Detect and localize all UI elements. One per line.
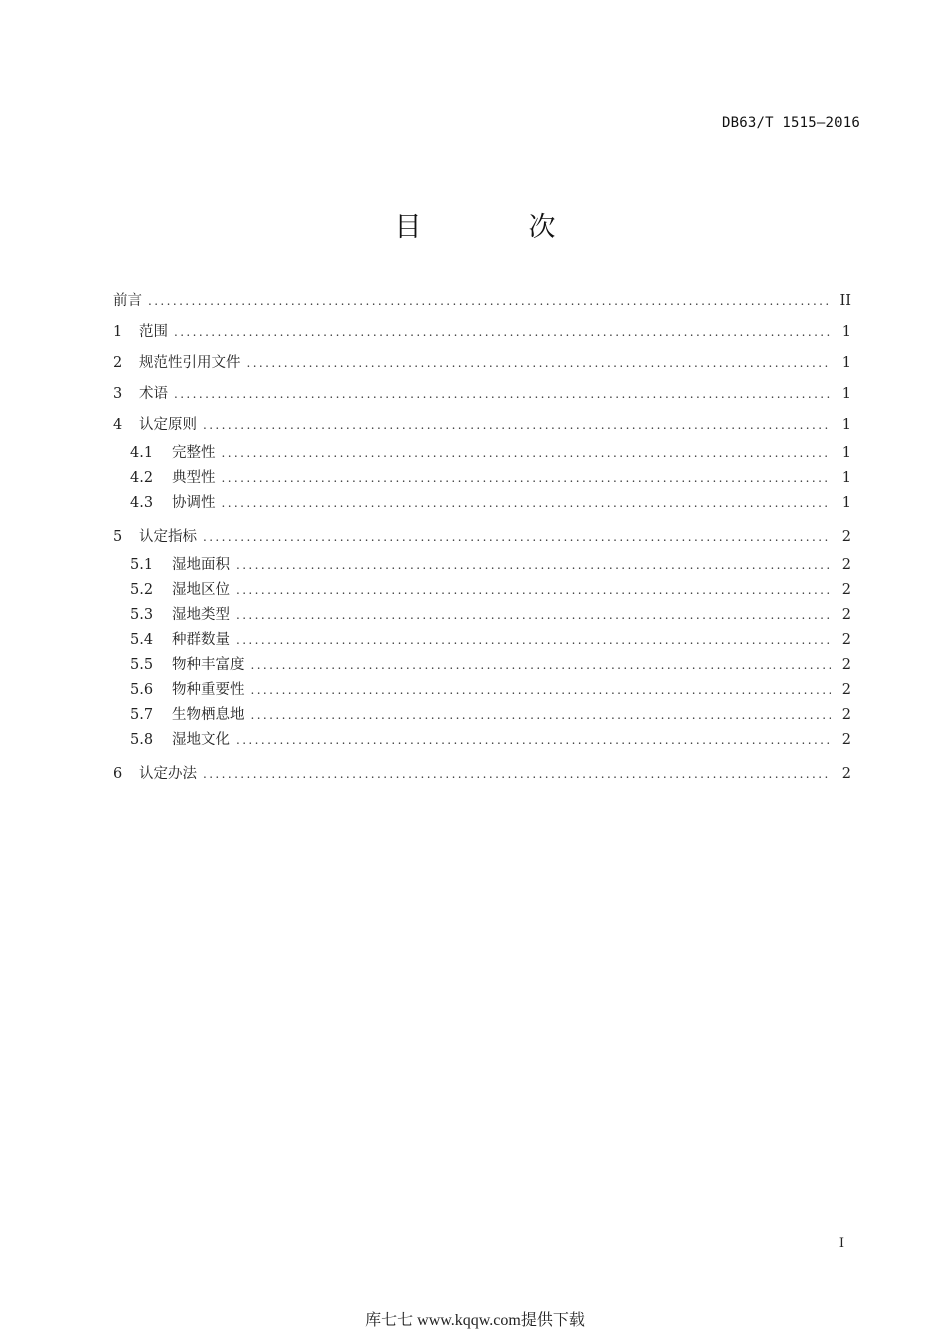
toc-dot-leader xyxy=(222,466,832,491)
toc-entry-label: 完整性 xyxy=(172,445,216,461)
toc-dot-leader xyxy=(222,441,832,466)
toc-entry-number: 5.4 xyxy=(130,632,154,648)
toc-subentry[interactable] xyxy=(113,441,851,466)
toc-subentry[interactable] xyxy=(113,553,851,578)
toc-entry-page: 1 xyxy=(841,445,851,461)
toc-entry-label: 规范性引用文件 xyxy=(139,355,241,371)
toc-dot-leader xyxy=(236,603,831,628)
page-title: 目 次 xyxy=(394,212,596,243)
document-code: DB63/T 1515—2016 xyxy=(721,115,860,131)
toc-entry-page: 2 xyxy=(841,682,851,698)
toc-entry-page: 1 xyxy=(841,417,851,433)
toc-subentry[interactable] xyxy=(113,678,851,703)
toc-entry-number: 5.2 xyxy=(130,582,154,598)
toc-entry-number: 5.6 xyxy=(130,682,154,698)
toc-dot-leader xyxy=(236,578,831,603)
toc-entry-page: 2 xyxy=(841,707,851,723)
toc-entry-page: 1 xyxy=(841,355,851,371)
toc-entry-page: 2 xyxy=(841,582,851,598)
toc-dot-leader xyxy=(236,553,831,578)
toc-entry-number: 5.3 xyxy=(130,607,154,623)
toc-entry-number: 4.3 xyxy=(130,495,154,511)
toc-entry-label: 湿地区位 xyxy=(172,582,230,598)
toc-entry-page: 2 xyxy=(841,557,851,573)
toc-entry-label: 认定指标 xyxy=(139,529,197,545)
toc-entry-page: 1 xyxy=(841,470,851,486)
toc-entry-page: 2 xyxy=(841,657,851,673)
toc-entry[interactable] xyxy=(113,522,851,553)
toc-subentry[interactable] xyxy=(113,703,851,728)
toc-entry[interactable] xyxy=(113,410,851,441)
toc-subentry[interactable] xyxy=(113,491,851,516)
toc-entry-label: 种群数量 xyxy=(172,632,230,648)
toc-subentry[interactable] xyxy=(113,466,851,491)
toc-dot-leader xyxy=(203,522,831,553)
toc-entry-page: 1 xyxy=(841,495,851,511)
toc-entry-label: 术语 xyxy=(139,386,168,402)
toc-entry-label: 认定办法 xyxy=(139,766,197,782)
toc-entry-number: 3 xyxy=(113,386,123,402)
toc-entry[interactable] xyxy=(113,317,851,348)
toc-entry[interactable] xyxy=(113,348,851,379)
toc-dot-leader xyxy=(203,410,831,441)
toc-entry[interactable] xyxy=(113,759,851,790)
toc-entry-label: 范围 xyxy=(139,324,168,340)
toc-entry-number: 5.1 xyxy=(130,557,154,573)
toc-dot-leader xyxy=(203,759,831,790)
toc-entry-label: 协调性 xyxy=(172,495,216,511)
toc-entry-page: II xyxy=(839,293,851,309)
toc-entry-label: 认定原则 xyxy=(139,417,197,433)
toc-entry-label: 湿地文化 xyxy=(172,732,230,748)
page-number: I xyxy=(838,1236,844,1251)
toc-entry[interactable] xyxy=(113,286,851,317)
toc-dot-leader xyxy=(174,317,831,348)
toc-entry-number: 4.1 xyxy=(130,445,154,461)
toc-entry-number: 5.8 xyxy=(130,732,154,748)
toc-entry-page: 2 xyxy=(841,732,851,748)
toc-dot-leader xyxy=(222,491,832,516)
toc-dot-leader xyxy=(236,728,831,753)
toc-entry-page: 1 xyxy=(841,386,851,402)
toc-entry-number: 4 xyxy=(113,417,123,433)
toc-dot-leader xyxy=(174,379,831,410)
toc-dot-leader xyxy=(247,348,832,379)
toc-dot-leader xyxy=(148,286,831,317)
toc-dot-leader xyxy=(251,653,832,678)
toc-entry-page: 2 xyxy=(841,632,851,648)
download-watermark: 库七七 www.kqqw.com提供下载 xyxy=(365,1312,585,1329)
table-of-contents xyxy=(113,286,851,790)
toc-entry-label: 物种丰富度 xyxy=(172,657,245,673)
toc-entry-page: 2 xyxy=(841,766,851,782)
toc-entry-number: 4.2 xyxy=(130,470,154,486)
toc-entry-label: 物种重要性 xyxy=(172,682,245,698)
toc-entry-number: 2 xyxy=(113,355,123,371)
toc-entry-number: 5 xyxy=(113,529,123,545)
toc-entry-number: 6 xyxy=(113,766,123,782)
toc-entry-label: 生物栖息地 xyxy=(172,707,245,723)
toc-entry-number: 5.7 xyxy=(130,707,154,723)
toc-subentry[interactable] xyxy=(113,653,851,678)
toc-subentry[interactable] xyxy=(113,728,851,753)
toc-subentry[interactable] xyxy=(113,603,851,628)
toc-entry-number: 5.5 xyxy=(130,657,154,673)
toc-subentry[interactable] xyxy=(113,628,851,653)
toc-entry-label: 湿地类型 xyxy=(172,607,230,623)
toc-dot-leader xyxy=(236,628,831,653)
toc-dot-leader xyxy=(251,678,832,703)
toc-entry-label: 典型性 xyxy=(172,470,216,486)
toc-entry-label: 前言 xyxy=(113,293,142,309)
toc-entry-label: 湿地面积 xyxy=(172,557,230,573)
toc-subentry[interactable] xyxy=(113,578,851,603)
toc-entry-page: 1 xyxy=(841,324,851,340)
toc-entry-page: 2 xyxy=(841,529,851,545)
toc-entry[interactable] xyxy=(113,379,851,410)
toc-dot-leader xyxy=(251,703,832,728)
toc-entry-number: 1 xyxy=(113,324,123,340)
toc-entry-page: 2 xyxy=(841,607,851,623)
